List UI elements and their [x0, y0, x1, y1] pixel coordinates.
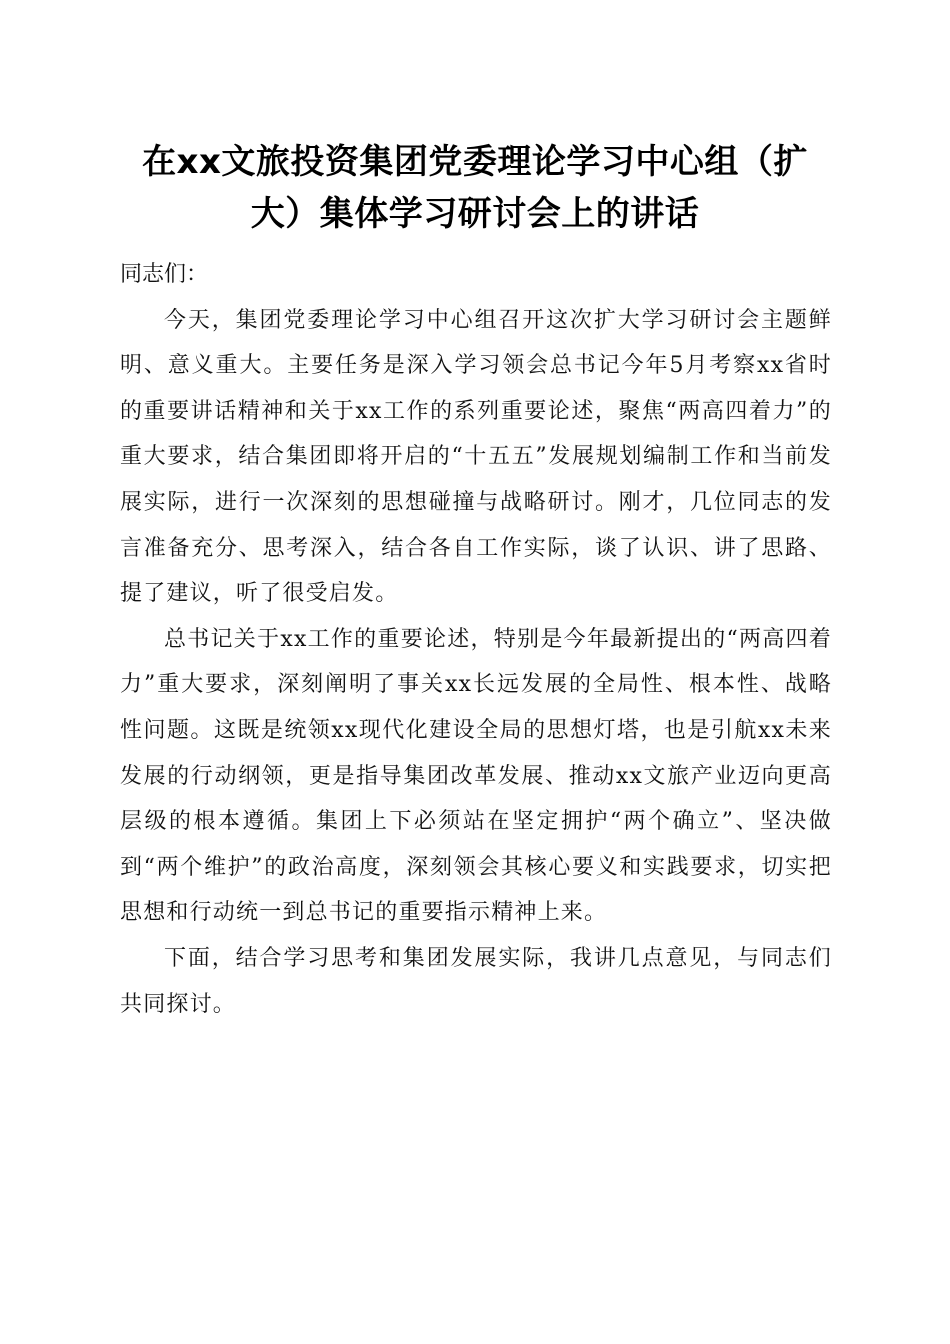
document-body	[120, 252, 832, 1027]
paragraph-1: 今天，集团党委理论学习中心组召开这次扩大学习研讨会主题鲜明、意义重大。主要任务是深入学习领会总书记今年5月考察xx省时的重要讲话精神和关于xx工作的系列重要论述，聚焦“两高四着力”的重大要求，结合集团即将开启的“十五五”发展规划编制工作和当前发展实际，进行一次深刻的思想碰撞与战略研讨。刚才，几位同志的发言准备充分、思考深入，结合各自工作实际，谈了认识、讲了思路、提了建议，听了很受启发。	[120, 307, 832, 607]
document-title	[110, 136, 840, 240]
title-line-2: 大）集体学习研讨会上的讲话	[250, 194, 700, 234]
title-line-1: 在xx文旅投资集团党委理论学习中心组（扩	[142, 142, 808, 182]
salutation: 同志们：	[120, 262, 209, 287]
paragraph-3: 下面，结合学习思考和集团发展实际，我讲几点意见，与同志们共同探讨。	[120, 945, 832, 1017]
paragraph-2: 总书记关于xx工作的重要论述，特别是今年最新提出的“两高四着力”重大要求，深刻阐明了事关xx长远发展的全局性、根本性、战略性问题。这既是统领xx现代化建设全局的思想灯塔，也是引航xx未来发展的行动纲领，更是指导集团改革发展、推动xx文旅产业迈向更高层级的根本遵循。集团上下必须站在坚定拥护“两个确立”、坚决做到“两个维护”的政治高度，深刻领会其核心要义和实践要求，切实把思想和行动统一到总书记的重要指示精神上来。	[120, 626, 832, 926]
